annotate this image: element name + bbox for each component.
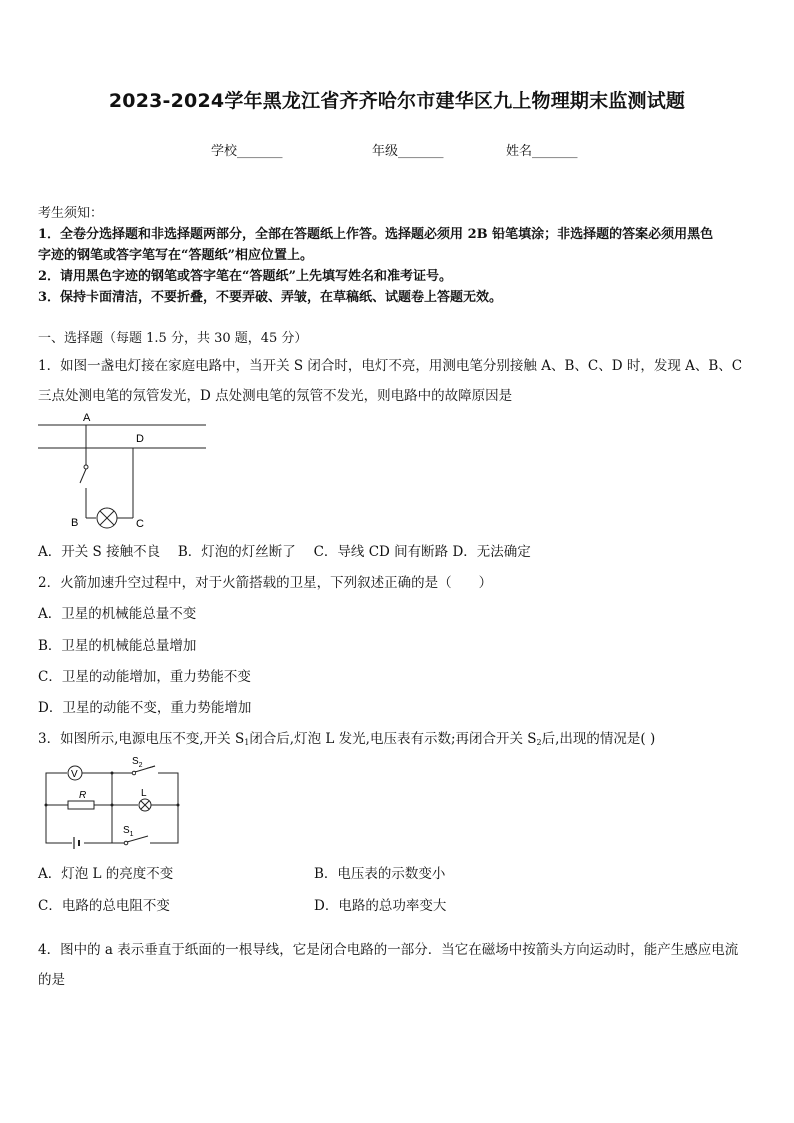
- q4-stem-line1: 4．图中的 a 表示垂直于纸面的一根导线，它是闭合电路的一部分．当它在磁场中按箭头方向运动时，能产生感应电流: [38, 942, 739, 958]
- label-b: B: [71, 517, 79, 529]
- label-a: A: [83, 412, 91, 424]
- q1-stem-line1: 1．如图一盏电灯接在家庭电路中，当开关 S 闭合时，电灯不亮，用测电笔分别接触 A、B、C、D 时，发现 A、B、C: [38, 358, 743, 374]
- notice-line-1b: 字迹的钢笔或答字笔写在“答题纸”相应位置上。: [38, 248, 313, 263]
- switch-s: [80, 469, 86, 483]
- q3-stem: 3．如图所示,电源电压不变,开关 $S_1$闭合后,灯泡 L 发光,电压表有示数;再闭合开关 $S_2$后,出现的情况是( ): [38, 731, 656, 747]
- q4-stem-line2: 的是: [38, 972, 65, 988]
- label-v: V: [71, 769, 78, 780]
- notice-line-1a: 1．全卷分选择题和非选择题两部分，全部在答题纸上作答。选择题必须用 2B 铅笔填涂；非选择题的答案必须用黑色: [38, 227, 714, 242]
- q3-circuit-figure: [38, 752, 188, 852]
- q1-options: A．开关 S 接触不良 B．灯泡的灯丝断了 C．导线 CD 间有断路 D．无法确定: [38, 544, 531, 560]
- q1-circuit-figure: [34, 408, 214, 532]
- q2-option-a: A．卫星的机械能总量不变: [38, 606, 197, 622]
- label-c: C: [136, 518, 144, 530]
- q2-stem: 2．火箭加速升空过程中，对于火箭搭载的卫星，下列叙述正确的是（ ）: [38, 575, 493, 591]
- name-field: 姓名_______: [506, 144, 578, 159]
- switch-pivot: [84, 465, 88, 469]
- q3-option-c: C．电路的总电阻不变: [38, 898, 170, 914]
- notice-heading: 考生须知：: [38, 206, 104, 221]
- label-l: L: [141, 788, 147, 799]
- label-d: D: [136, 433, 144, 445]
- q3-option-d: D．电路的总功率变大: [314, 898, 447, 914]
- label-s1: $S_1$: [123, 825, 134, 838]
- notice-line-2: 2．请用黑色字迹的钢笔或答字笔在“答题纸”上先填写姓名和准考证号。: [38, 269, 453, 284]
- label-r: R: [79, 790, 87, 801]
- grade-field: 年级_______: [372, 144, 444, 159]
- page-title: 2023-2024学年黑龙江省齐齐哈尔市建华区九上物理期末监测试题: [108, 90, 686, 112]
- q3-option-a: A．灯泡 L 的亮度不变: [38, 866, 174, 882]
- q1-stem-line2: 三点处测电笔的氖管发光，D 点处测电笔的氖管不发光，则电路中的故障原因是: [38, 388, 513, 404]
- section-heading: 一、选择题（每题 1.5 分，共 30 题，45 分）: [38, 331, 308, 346]
- q2-option-d: D．卫星的动能不变，重力势能增加: [38, 700, 252, 716]
- q2-option-c: C．卫星的动能增加，重力势能不变: [38, 669, 251, 685]
- resistor-r: [68, 801, 94, 809]
- q3-option-b: B．电压表的示数变小: [314, 866, 446, 882]
- label-s2: $S_2$: [132, 756, 143, 769]
- school-field: 学校_______: [211, 144, 283, 159]
- q2-option-b: B．卫星的机械能总量增加: [38, 638, 197, 654]
- notice-line-3: 3．保持卡面清洁，不要折叠，不要弄破、弄皱，在草稿纸、试题卷上答题无效。: [38, 290, 503, 305]
